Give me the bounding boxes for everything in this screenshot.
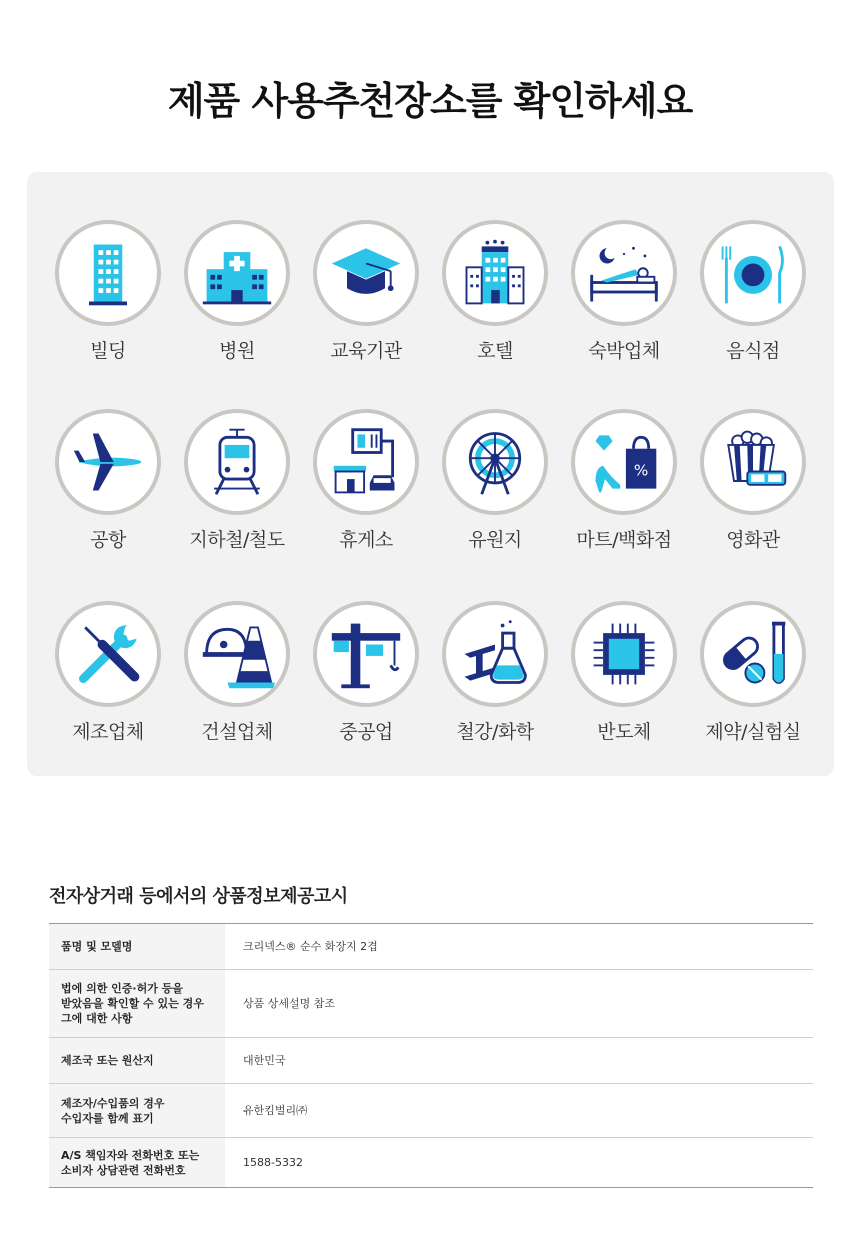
popcorn-icon [715,424,791,500]
svg-text:%: % [633,461,649,480]
table-row [49,924,813,970]
place-hospital [173,220,301,363]
row-value: 1588-5332 [225,1138,813,1188]
place-manufacturing [44,601,172,744]
place-label: 호텔 [477,340,513,362]
table-row [49,1084,813,1138]
notice-title: 전자상거래 등에서의 상품정보제공고시 [49,886,348,907]
row-key: 제조자/수입품의 경우 수입자를 함께 표기 [49,1084,225,1138]
place-label: 숙박업체 [588,340,660,362]
place-label: 영화관 [726,529,780,551]
place-label: 공항 [90,529,126,551]
row-value: 유한킴벌리㈜ [225,1084,813,1138]
building-icon [70,235,146,311]
airplane-icon [70,424,146,500]
place-subway [173,409,301,552]
place-rest-area [302,409,430,552]
place-steel-chemical [431,601,559,744]
hospital-icon [199,235,275,311]
place-label: 휴게소 [339,529,393,551]
place-label: 지하철/철도 [189,529,285,551]
ferris-wheel-icon [457,424,533,500]
hardhat-cone-icon [199,616,275,692]
wrench-screwdriver-icon [70,616,146,692]
place-heavy-industry [302,601,430,744]
place-building [44,220,172,363]
place-label: 마트/백화점 [576,529,672,551]
place-airport [44,409,172,552]
shopping-icon [586,424,662,500]
place-label: 중공업 [339,721,393,743]
place-construction [173,601,301,744]
place-label: 철강/화학 [456,721,534,743]
table-row [49,970,813,1038]
crane-icon [328,616,404,692]
place-semiconductor [560,601,688,744]
row-value: 대한민국 [225,1038,813,1084]
row-key: A/S 책임자와 전화번호 또는 소비자 상담관련 전화번호 [49,1138,225,1188]
train-icon [199,424,275,500]
chip-icon [586,616,662,692]
place-cinema [689,409,817,552]
rest-area-icon [328,424,404,500]
table-row [49,1138,813,1188]
place-lodging [560,220,688,363]
place-label: 제조업체 [72,721,144,743]
place-restaurant [689,220,817,363]
pill-testtube-icon [715,616,791,692]
row-value: 크리넥스® 순수 화장지 2겹 [225,924,813,970]
product-info-table [49,923,813,1188]
bed-icon [586,235,662,311]
place-label: 건설업체 [201,721,273,743]
place-label: 유원지 [468,529,522,551]
place-pharma-lab [689,601,817,744]
recommended-places-panel [27,172,834,776]
table-row [49,1038,813,1084]
plate-cutlery-icon [715,235,791,311]
place-mart [560,409,688,552]
place-label: 병원 [219,340,255,362]
row-key: 법에 의한 인증·허가 등을 받았음을 확인할 수 있는 경우 그에 대한 사항 [49,970,225,1038]
place-label: 제약/실험실 [705,721,801,743]
page-title: 제품 사용추천장소를 확인하세요 [167,79,693,123]
place-label: 반도체 [597,721,651,743]
place-label: 빌딩 [90,340,126,362]
hotel-icon [457,235,533,311]
place-label: 음식점 [726,340,780,362]
steel-flask-icon [457,616,533,692]
place-amusement-park [431,409,559,552]
place-education [302,220,430,363]
row-key: 품명 및 모델명 [49,924,225,970]
row-value: 상품 상세설명 참조 [225,970,813,1038]
place-label: 교육기관 [330,340,402,362]
row-key: 제조국 또는 원산지 [49,1038,225,1084]
place-hotel [431,220,559,363]
graduation-cap-icon [328,235,404,311]
